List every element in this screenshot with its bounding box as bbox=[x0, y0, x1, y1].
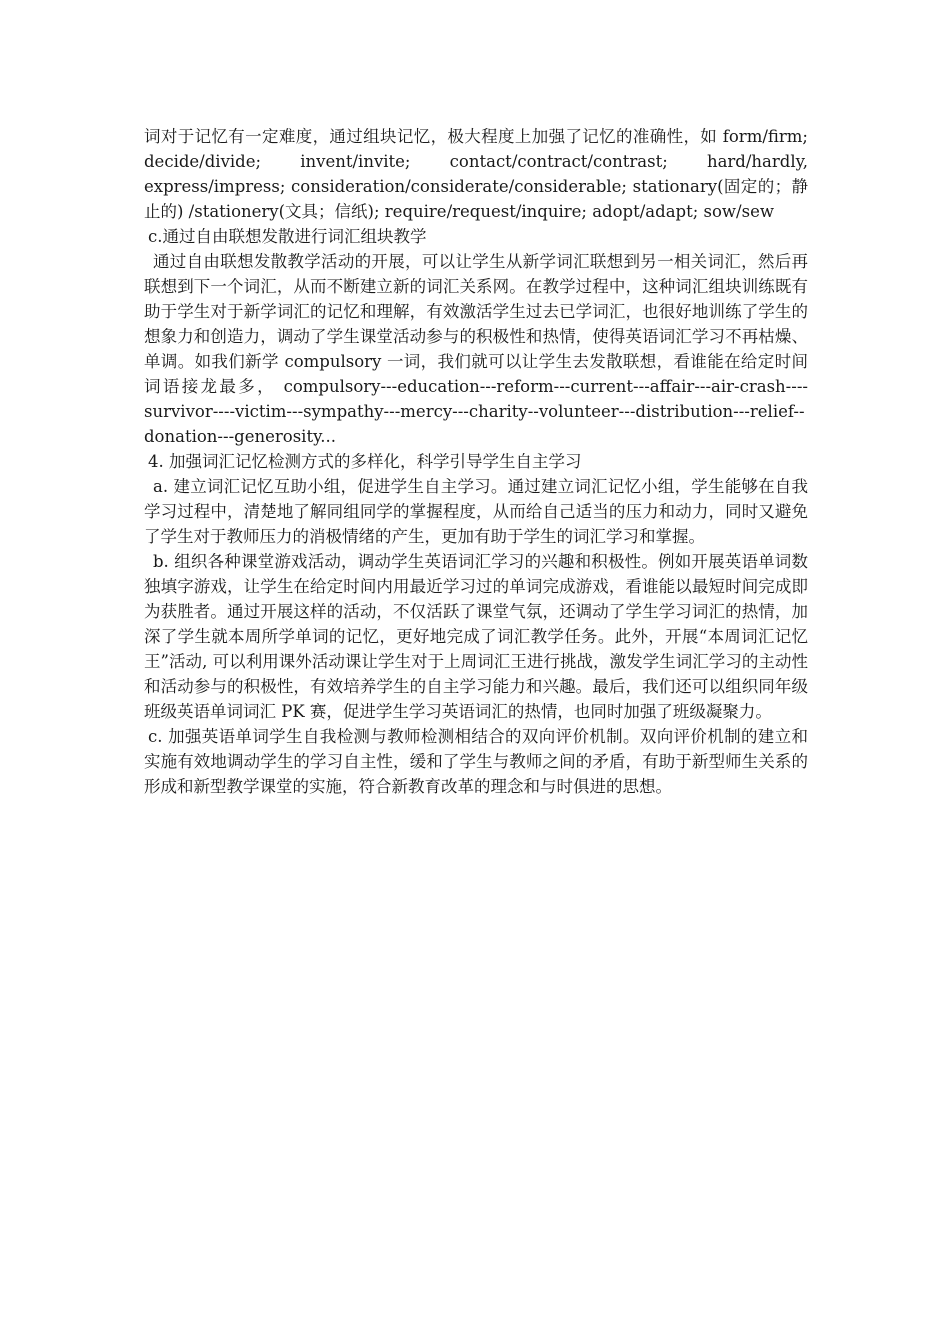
section-heading-c: c.通过自由联想发散进行词汇组块教学 bbox=[148, 227, 427, 246]
list-item-a: a. 建立词汇记忆互助小组，促进学生自主学习。通过建立词汇记忆小组，学生能够在自我学习过程中，清楚地了解同组同学的掌握程度，从而给自己适当的压力和动力，同时又避免了学生对于教师压力的消极情绪的产生，更加有助于学生的词汇学习和掌握。 bbox=[144, 477, 808, 546]
document-body bbox=[144, 124, 808, 799]
section-heading-4: 4. 加强词汇记忆检测方式的多样化，科学引导学生自主学习 bbox=[148, 452, 582, 471]
paragraph-association: 通过自由联想发散教学活动的开展，可以让学生从新学词汇联想到另一相关词汇，然后再联想到下一个词汇，从而不断建立新的词汇关系网。在教学过程中，这种词汇组块训练既有助于学生对于新学词汇的记忆和理解，有效激活学生过去已学词汇，也很好地训练了学生的想象力和创造力，调动了学生课堂活动参与的积极性和热情，使得英语词汇学习不再枯燥、单调。如我们新学 compulsory 一词，我们就可以让学生去发散联想，看谁能在给定时间词语接龙最多， compulsory---education---reform---current---affair---air-crash----survivor----victim---sympathy---mercy---charity--volunteer---distribution---relief--donation---generosity... bbox=[144, 252, 808, 446]
list-item-b: b. 组织各种课堂游戏活动，调动学生英语词汇学习的兴趣和积极性。例如开展英语单词数独填字游戏，让学生在给定时间内用最近学习过的单词完成游戏，看谁能以最短时间完成即为获胜者。通过开展这样的活动，不仅活跃了课堂气氛，还调动了学生学习词汇的热情，加深了学生就本周所学单词的记忆，更好地完成了词汇教学任务。此外，开展“本周词汇记忆王”活动, 可以利用课外活动课让学生对于上周词汇王进行挑战，激发学生词汇学习的主动性和活动参与的积极性，有效培养学生的自主学习能力和兴趣。最后，我们还可以组织同年级班级英语单词词汇 PK 赛，促进学生学习英语词汇的热情，也同时加强了班级凝聚力。 bbox=[144, 552, 808, 721]
paragraph-intro-examples: 词对于记忆有一定难度，通过组块记忆，极大程度上加强了记忆的准确性，如 form/firm; decide/divide; invent/invite; contact/contract/contrast; hard/hardly, express/impress; consideration/considerate/considerable; stationary(固定的；静止的) /stationery(文具；信纸); require/request/inquire; adopt/adapt; sow/sew bbox=[144, 127, 808, 221]
list-item-c: c. 加强英语单词学生自我检测与教师检测相结合的双向评价机制。双向评价机制的建立和实施有效地调动学生的学习自主性，缓和了学生与教师之间的矛盾，有助于新型师生关系的形成和新型教学课堂的实施，符合新教育改革的理念和与时俱进的思想。 bbox=[144, 727, 808, 796]
